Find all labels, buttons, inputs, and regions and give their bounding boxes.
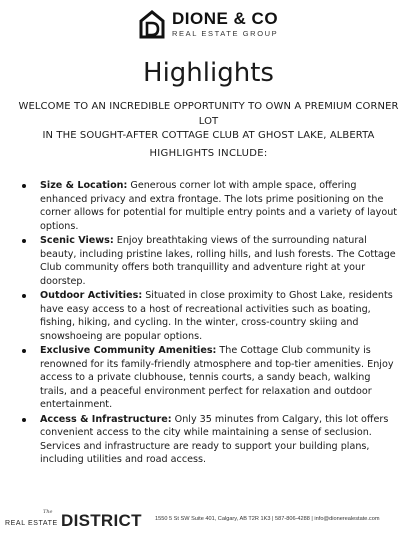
highlight-item [30, 413, 398, 467]
highlight-text: The Cottage Club community is renowned for its family-friendly atmosphere and top-tier amenities. Enjoy access to a private clubhouse, tennis courts, a sandy beach, walking trails, and a peaceful environment perfect for relaxation and outdoor entertainment. [40, 345, 394, 410]
footer-brand-big: DISTRICT [61, 511, 142, 530]
highlight-text: Generous corner lot with ample space, offering enhanced privacy and extra frontage. The lots prime positioning on the corner allows for potential for multiple entry points and a variety of layout options. [40, 180, 398, 232]
real-estate-district-logo [5, 509, 150, 531]
bullet-icon [22, 239, 26, 243]
highlight-item [30, 344, 398, 412]
logo-tagline: REAL ESTATE GROUP [172, 29, 279, 39]
footer-contact: 1550 5 St SW Suite 401, Calgary, AB T2R 1K3 | 587-806-4288 | info@dionerealestate.com [155, 516, 380, 522]
highlight-item [30, 234, 398, 288]
highlights-subheading: HIGHLIGHTS INCLUDE: [149, 148, 268, 159]
intro-line-2: IN THE SOUGHT-AFTER COTTAGE CLUB AT GHOST LAKE, ALBERTA [42, 130, 375, 141]
bullet-icon [22, 418, 26, 422]
highlight-label: Size & Location: [40, 180, 128, 191]
footer-brand-small: REAL ESTATE [5, 520, 58, 527]
highlight-text: Only 35 minutes from Calgary, this lot offers convenient access to the city while maintaining a sense of seclusion. Services and infrastructure are ready to support your building plans, including utilities and road access. [40, 413, 389, 465]
highlight-label: Access & Infrastructure: [40, 413, 172, 425]
highlight-item [30, 289, 398, 343]
footer [0, 507, 417, 533]
dione-co-logo [138, 7, 318, 41]
bullet-icon [22, 349, 26, 353]
highlight-label: Scenic Views: [40, 235, 114, 246]
bullet-icon [22, 184, 26, 188]
bullet-icon [22, 294, 26, 298]
page-title: Highlights [143, 58, 274, 88]
highlight-label: Exclusive Community Amenities: [40, 345, 217, 356]
highlights-list [30, 179, 398, 468]
highlight-text: Situated in close proximity to Ghost Lake, residents have easy access to a host of recreational activities such as boating, fishing, hiking, and cycling. In the winter, cross-country skiing and snowshoeing are popular options. [40, 290, 393, 342]
highlight-label: Outdoor Activities: [40, 290, 143, 301]
intro-line-1: WELCOME TO AN INCREDIBLE OPPORTUNITY TO OWN A PREMIUM CORNER LOT [18, 101, 399, 127]
house-d-logo-icon [138, 9, 166, 39]
intro-text [10, 100, 407, 144]
footer-brand-prefix: The [43, 509, 53, 515]
highlight-item [30, 179, 398, 233]
highlight-text: Enjoy breathtaking views of the surrounding natural beauty, including pristine lakes, rolling hills, and lush forests. The Cottage Club community offers both tranquillity and adventure right at your doorstep. [40, 235, 396, 287]
logo-name: DIONE & CO [172, 9, 279, 29]
